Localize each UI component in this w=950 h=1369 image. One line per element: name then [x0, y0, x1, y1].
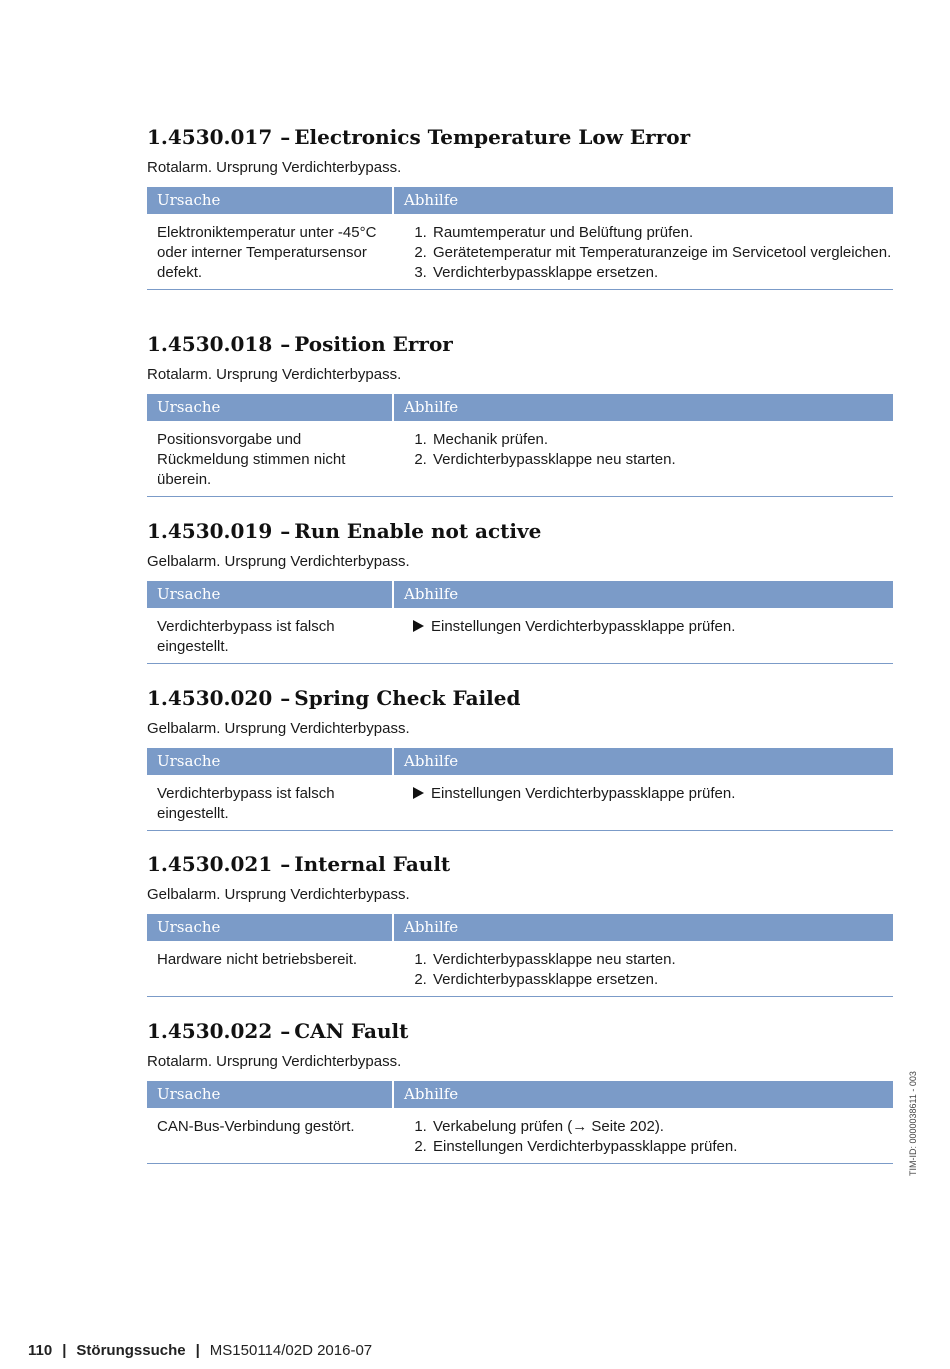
section-022 [147, 1019, 893, 1155]
footer-separator: | [62, 1342, 67, 1359]
title-dash: – [280, 686, 291, 710]
cause-remedy-table [147, 748, 893, 831]
title-dash: – [280, 125, 291, 149]
remedy-steps [413, 223, 893, 283]
table-header [147, 187, 893, 214]
section-020 [147, 686, 893, 822]
cause-remedy-table [147, 581, 893, 664]
action-triangle-icon [413, 620, 424, 632]
section-subtitle: Rotalarm. Ursprung Verdichterbypass. [147, 1053, 402, 1070]
action-triangle-icon [413, 787, 424, 799]
table-header [147, 914, 893, 941]
header-remedy: Abhilfe [394, 187, 893, 214]
remedy-cell [394, 617, 893, 657]
table-row [147, 1108, 893, 1163]
action-item [413, 784, 893, 804]
title-dash: – [280, 852, 291, 876]
title-dash: – [280, 1019, 291, 1043]
error-name: Position Error [294, 332, 453, 356]
table-header [147, 748, 893, 775]
remedy-steps [413, 1117, 893, 1157]
remedy-step: 2. Verdichterbypassklappe ersetzen. [431, 970, 893, 990]
error-name: Internal Fault [294, 852, 451, 876]
title-dash: – [280, 332, 291, 356]
error-code: 1.4530.017 [147, 125, 273, 149]
page-number: 110 [28, 1342, 53, 1359]
table-header [147, 394, 893, 421]
header-cause: Ursache [147, 914, 392, 941]
table-row [147, 421, 893, 496]
error-name: Spring Check Failed [294, 686, 521, 710]
cause-text: Positionsvorgabe und Rückmeldung stimmen nicht überein. [157, 431, 346, 488]
remedy-step: 3. Verdichterbypassklappe ersetzen. [431, 263, 893, 283]
remedy-cell [394, 784, 893, 824]
remedy-step: 2. Gerätetemperatur mit Temperaturanzeige im Servicetool vergleichen. [431, 243, 893, 263]
header-cause: Ursache [147, 187, 392, 214]
remedy-step: 1. Raumtemperatur und Belüftung prüfen. [431, 223, 893, 243]
cause-text: Hardware nicht betriebsbereit. [157, 951, 358, 968]
document-id: MS150114/02D 2016-07 [209, 1342, 373, 1359]
cause-text: Verdichterbypass ist falsch eingestellt. [157, 618, 335, 655]
error-name: Run Enable not active [294, 519, 542, 543]
header-remedy: Abhilfe [394, 581, 893, 608]
header-remedy: Abhilfe [394, 394, 893, 421]
action-text: Einstellungen Verdichterbypassklappe prüfen. [431, 618, 736, 635]
cause-text: Verdichterbypass ist falsch eingestellt. [157, 785, 335, 822]
section-subtitle: Rotalarm. Ursprung Verdichterbypass. [147, 366, 402, 383]
cause-remedy-table [147, 394, 893, 497]
page-footer [28, 1341, 372, 1361]
section-018 [147, 332, 893, 488]
cause-remedy-table [147, 914, 893, 997]
error-name: Electronics Temperature Low Error [294, 125, 691, 149]
section-subtitle: Gelbalarm. Ursprung Verdichterbypass. [147, 886, 410, 903]
table-row [147, 608, 893, 663]
remedy-step: 1. Verkabelung prüfen (→ Seite 202). [431, 1117, 893, 1137]
tim-id-label: TIM-ID: 0000038611 - 003 [908, 1071, 918, 1176]
remedy-step: 1. Mechanik prüfen. [431, 430, 893, 450]
cause-remedy-table [147, 187, 893, 290]
header-cause: Ursache [147, 394, 392, 421]
error-code: 1.4530.020 [147, 686, 273, 710]
remedy-step: 2. Einstellungen Verdichterbypassklappe prüfen. [431, 1137, 893, 1157]
error-name: CAN Fault [294, 1019, 409, 1043]
section-title [147, 1019, 893, 1043]
error-code: 1.4530.018 [147, 332, 273, 356]
error-code: 1.4530.022 [147, 1019, 273, 1043]
error-code: 1.4530.021 [147, 852, 273, 876]
section-subtitle: Gelbalarm. Ursprung Verdichterbypass. [147, 720, 410, 737]
remedy-step: 2. Verdichterbypassklappe neu starten. [431, 450, 893, 470]
cause-text: Elektroniktemperatur unter -45°C oder interner Temperatursensor defekt. [157, 224, 377, 281]
chapter-name: Störungssuche [76, 1342, 186, 1359]
header-remedy: Abhilfe [394, 914, 893, 941]
footer-separator: | [195, 1342, 200, 1359]
section-title [147, 852, 893, 876]
section-021 [147, 852, 893, 988]
remedy-step: 1. Verdichterbypassklappe neu starten. [431, 950, 893, 970]
title-dash: – [280, 519, 291, 543]
cause-remedy-table [147, 1081, 893, 1164]
section-017 [147, 125, 893, 281]
action-text: Einstellungen Verdichterbypassklappe prüfen. [431, 785, 736, 802]
remedy-cell [394, 950, 893, 990]
section-title [147, 125, 893, 149]
header-remedy: Abhilfe [394, 748, 893, 775]
section-subtitle: Gelbalarm. Ursprung Verdichterbypass. [147, 553, 410, 570]
action-item [413, 617, 893, 637]
header-cause: Ursache [147, 581, 392, 608]
section-title [147, 686, 893, 710]
remedy-steps [413, 950, 893, 990]
section-019 [147, 519, 893, 655]
header-cause: Ursache [147, 1081, 392, 1108]
section-subtitle: Rotalarm. Ursprung Verdichterbypass. [147, 159, 402, 176]
error-code: 1.4530.019 [147, 519, 273, 543]
remedy-steps [413, 430, 893, 470]
header-remedy: Abhilfe [394, 1081, 893, 1108]
table-row [147, 214, 893, 289]
header-cause: Ursache [147, 748, 392, 775]
table-header [147, 581, 893, 608]
remedy-cell [394, 1117, 893, 1157]
table-row [147, 775, 893, 830]
table-header [147, 1081, 893, 1108]
section-title [147, 332, 893, 356]
cause-text: CAN-Bus-Verbindung gestört. [157, 1118, 355, 1135]
remedy-cell [394, 223, 893, 283]
section-title [147, 519, 893, 543]
remedy-cell [394, 430, 893, 490]
table-row [147, 941, 893, 996]
